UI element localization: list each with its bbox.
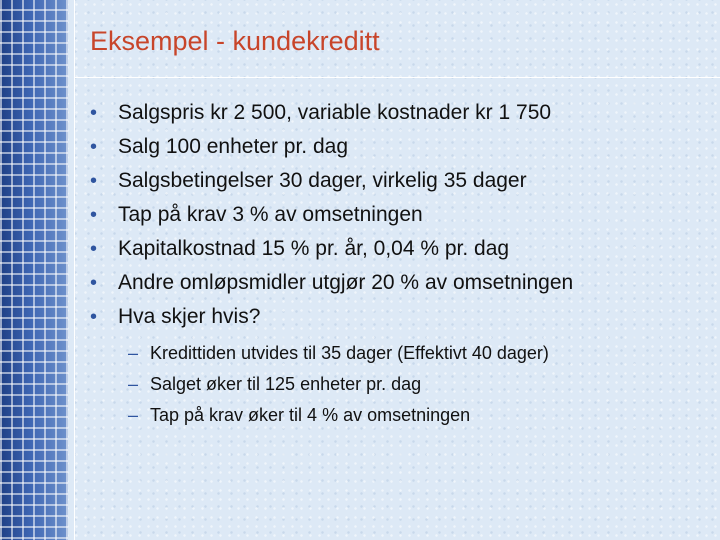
- bullet-marker: •: [90, 204, 98, 226]
- bullet-text: Kapitalkostnad 15 % pr. år, 0,04 % pr. dag: [118, 237, 510, 260]
- sub-bullet-marker: –: [128, 405, 139, 425]
- bullet-text: Salgspris kr 2 500, variable kostnader kr 1 750: [118, 101, 552, 124]
- decorative-side-strip: [0, 0, 68, 540]
- bullet-marker: •: [90, 306, 98, 328]
- sub-bullet-item: [128, 338, 549, 369]
- bullet-item: [90, 232, 573, 266]
- sub-bullet-text: Kredittiden utvides til 35 dager (Effektivt 40 dager): [150, 343, 549, 363]
- sub-bullet-list: [128, 338, 549, 431]
- bullet-text: Salg 100 enheter pr. dag: [118, 135, 349, 158]
- bullet-item: [90, 96, 573, 130]
- bullet-item: [90, 164, 573, 198]
- sub-bullet-item: [128, 369, 549, 400]
- bullet-item: [90, 198, 573, 232]
- vertical-divider-line: [74, 0, 75, 540]
- sub-bullet-item: [128, 400, 549, 431]
- title-underline: [74, 77, 720, 78]
- sub-bullet-marker: –: [128, 374, 139, 394]
- sub-bullet-marker: –: [128, 343, 139, 363]
- sub-bullet-text: Salget øker til 125 enheter pr. dag: [150, 374, 422, 394]
- bullet-text: Andre omløpsmidler utgjør 20 % av omsetningen: [118, 271, 574, 294]
- bullet-item: [90, 130, 573, 164]
- bullet-text: Tap på krav 3 % av omsetningen: [118, 203, 423, 226]
- bullet-text: Salgsbetingelser 30 dager, virkelig 35 dager: [118, 169, 527, 192]
- bullet-marker: •: [90, 170, 98, 192]
- bullet-text: Hva skjer hvis?: [118, 305, 261, 328]
- bullet-list: [90, 96, 573, 334]
- bullet-item: [90, 266, 573, 300]
- sub-bullet-text: Tap på krav øker til 4 % av omsetningen: [150, 405, 471, 425]
- bullet-marker: •: [90, 238, 98, 260]
- bullet-marker: •: [90, 272, 98, 294]
- slide-title: Eksempel - kundekreditt: [90, 26, 380, 56]
- bullet-item: [90, 300, 573, 334]
- bullet-marker: •: [90, 102, 98, 124]
- bullet-marker: •: [90, 136, 98, 158]
